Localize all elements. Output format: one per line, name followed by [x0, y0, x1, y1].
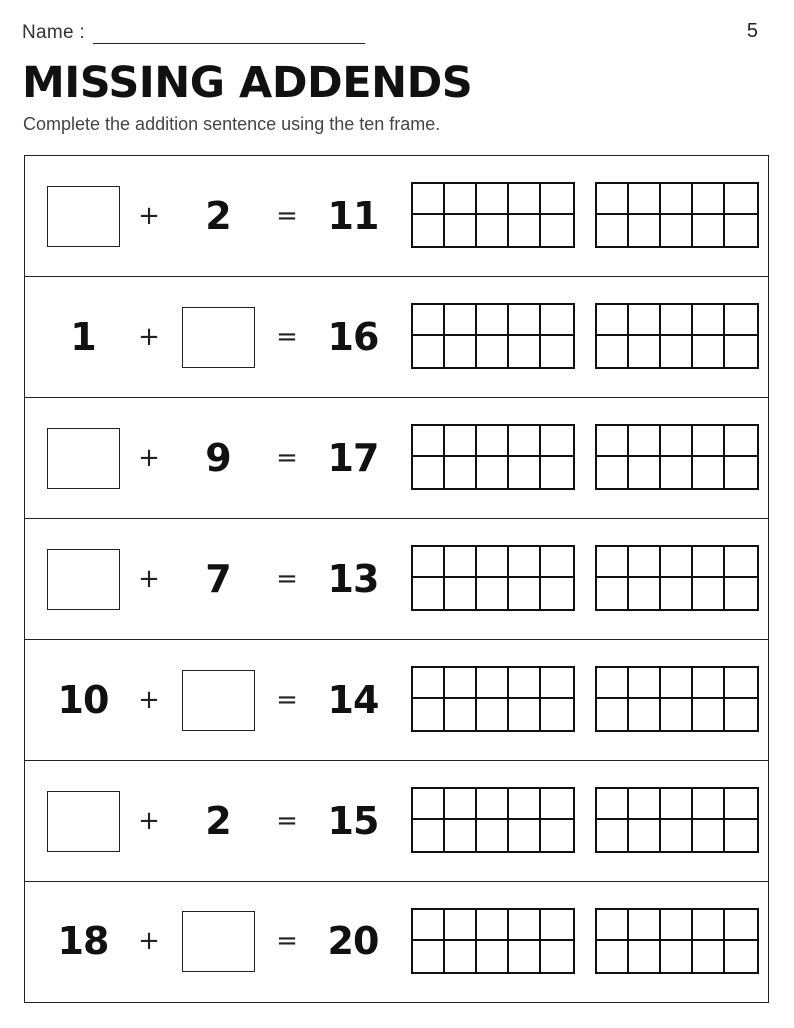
ten-frame-cell[interactable]: [661, 910, 693, 941]
ten-frame-cell[interactable]: [413, 941, 445, 972]
ten-frame-cell[interactable]: [445, 910, 477, 941]
ten-frame: [411, 303, 575, 369]
problem-row: [25, 398, 768, 519]
sum: 16: [327, 315, 379, 359]
equals-sign-slot: [269, 277, 305, 397]
ten-frame-cell[interactable]: [509, 820, 541, 851]
addend-a-slot: [33, 882, 133, 1000]
ten-frame-cell[interactable]: [445, 668, 477, 699]
ten-frame-cell[interactable]: [661, 820, 693, 851]
ten-frame-cell[interactable]: [509, 941, 541, 972]
ten-frame-cell[interactable]: [413, 699, 445, 730]
ten-frame-cell[interactable]: [693, 578, 725, 609]
ten-frame-cell[interactable]: [629, 336, 661, 367]
ten-frame-cell[interactable]: [725, 820, 757, 851]
ten-frame-cell[interactable]: [629, 426, 661, 457]
plus-sign-slot: [131, 882, 167, 1000]
ten-frame-cell[interactable]: [597, 547, 629, 578]
ten-frame: [595, 303, 759, 369]
equals-sign-slot: [269, 519, 305, 639]
ten-frame-cell[interactable]: [445, 578, 477, 609]
ten-frame-cell[interactable]: [597, 336, 629, 367]
sum-slot: [310, 882, 396, 1000]
problem-row: [25, 156, 768, 277]
ten-frame-cell[interactable]: [413, 305, 445, 336]
ten-frame-cell[interactable]: [541, 578, 573, 609]
ten-frame: [411, 424, 575, 490]
sum: 20: [327, 919, 379, 963]
plus-sign: +: [138, 443, 160, 473]
answer-box[interactable]: [47, 186, 120, 247]
ten-frame-cell[interactable]: [693, 941, 725, 972]
ten-frame-cell[interactable]: [725, 699, 757, 730]
ten-frame-cell[interactable]: [413, 789, 445, 820]
equals-sign-slot: [269, 882, 305, 1000]
answer-box[interactable]: [182, 670, 255, 731]
ten-frame: [595, 424, 759, 490]
problem-row: [25, 519, 768, 640]
ten-frame-cell[interactable]: [597, 426, 629, 457]
ten-frame-cell[interactable]: [445, 305, 477, 336]
ten-frame-cell[interactable]: [477, 910, 509, 941]
answer-box[interactable]: [182, 307, 255, 368]
answer-box[interactable]: [47, 791, 120, 852]
ten-frame-cell[interactable]: [693, 668, 725, 699]
ten-frame-cell[interactable]: [725, 305, 757, 336]
plus-sign: +: [138, 201, 160, 231]
sum: 11: [327, 194, 379, 238]
plus-sign-slot: [131, 761, 167, 881]
ten-frame-cell[interactable]: [693, 820, 725, 851]
ten-frame-cell[interactable]: [693, 457, 725, 488]
addend-b-slot: [173, 277, 263, 397]
ten-frame-cell[interactable]: [509, 789, 541, 820]
ten-frame-cell[interactable]: [661, 547, 693, 578]
ten-frame-cell[interactable]: [597, 184, 629, 215]
ten-frame-cell[interactable]: [725, 426, 757, 457]
addend-a: 18: [57, 919, 109, 963]
ten-frame-cell[interactable]: [477, 668, 509, 699]
ten-frame-cell[interactable]: [693, 184, 725, 215]
ten-frame-cell[interactable]: [661, 578, 693, 609]
plus-sign: +: [138, 685, 160, 715]
ten-frame-cell[interactable]: [597, 215, 629, 246]
ten-frame-cell[interactable]: [445, 457, 477, 488]
ten-frame: [595, 545, 759, 611]
ten-frame-cell[interactable]: [629, 578, 661, 609]
ten-frame-cell[interactable]: [597, 668, 629, 699]
ten-frame-cell[interactable]: [541, 547, 573, 578]
sum: 15: [327, 799, 379, 843]
ten-frame-cell[interactable]: [541, 699, 573, 730]
ten-frame-cell[interactable]: [477, 305, 509, 336]
addend-b-slot: [173, 761, 263, 881]
ten-frame: [411, 182, 575, 248]
sum-slot: [310, 640, 396, 760]
ten-frame-cell[interactable]: [541, 457, 573, 488]
ten-frame-cell[interactable]: [541, 336, 573, 367]
ten-frame-cell[interactable]: [477, 426, 509, 457]
ten-frame-cell[interactable]: [693, 910, 725, 941]
ten-frame-cell[interactable]: [693, 699, 725, 730]
ten-frame-cell[interactable]: [661, 305, 693, 336]
ten-frame-cell[interactable]: [445, 547, 477, 578]
ten-frame-cell[interactable]: [541, 305, 573, 336]
addend-a-slot: [33, 640, 133, 760]
ten-frame-cell[interactable]: [597, 789, 629, 820]
addend-a-slot: [33, 519, 133, 639]
ten-frame-cell[interactable]: [693, 547, 725, 578]
ten-frame-cell[interactable]: [725, 789, 757, 820]
plus-sign-slot: [131, 640, 167, 760]
addend-a-slot: [33, 277, 133, 397]
ten-frame-cell[interactable]: [629, 789, 661, 820]
ten-frame-cell[interactable]: [597, 305, 629, 336]
plus-sign-slot: [131, 156, 167, 276]
ten-frame-cell[interactable]: [629, 457, 661, 488]
addend-a: 1: [70, 315, 96, 359]
worksheet-title: MISSING ADDENDS: [22, 58, 473, 108]
ten-frame-cell[interactable]: [597, 457, 629, 488]
ten-frame-cell[interactable]: [477, 789, 509, 820]
ten-frame-cell[interactable]: [413, 578, 445, 609]
equals-sign-slot: [269, 156, 305, 276]
sum: 13: [327, 557, 379, 601]
worksheet-instructions: Complete the addition sentence using the ten frame.: [23, 114, 441, 134]
equals-sign: =: [276, 926, 298, 956]
sum-slot: [310, 519, 396, 639]
ten-frame-cell[interactable]: [661, 699, 693, 730]
ten-frame-cell[interactable]: [445, 184, 477, 215]
ten-frame-cell[interactable]: [509, 215, 541, 246]
ten-frame-cell[interactable]: [629, 184, 661, 215]
ten-frame-cell[interactable]: [445, 426, 477, 457]
ten-frame: [411, 908, 575, 974]
addend-a: 10: [57, 678, 109, 722]
ten-frame-cell[interactable]: [413, 457, 445, 488]
ten-frame-cell[interactable]: [541, 426, 573, 457]
addend-a-slot: [33, 761, 133, 881]
ten-frame-cell[interactable]: [725, 457, 757, 488]
ten-frame-cell[interactable]: [477, 215, 509, 246]
ten-frame-cell[interactable]: [477, 457, 509, 488]
ten-frame-cell[interactable]: [477, 336, 509, 367]
equals-sign-slot: [269, 398, 305, 518]
sum-slot: [310, 277, 396, 397]
ten-frame-cell[interactable]: [413, 547, 445, 578]
ten-frame-cell[interactable]: [693, 789, 725, 820]
plus-sign-slot: [131, 277, 167, 397]
ten-frame-cell[interactable]: [509, 547, 541, 578]
ten-frame-cell[interactable]: [477, 820, 509, 851]
plus-sign: +: [138, 564, 160, 594]
ten-frame-cell[interactable]: [725, 910, 757, 941]
ten-frame-cell[interactable]: [629, 910, 661, 941]
problem-row: [25, 761, 768, 882]
ten-frame-cell[interactable]: [693, 426, 725, 457]
addend-a-slot: [33, 398, 133, 518]
ten-frame-cell[interactable]: [629, 547, 661, 578]
ten-frame-cell[interactable]: [509, 578, 541, 609]
ten-frame-cell[interactable]: [725, 184, 757, 215]
ten-frame-cell[interactable]: [725, 547, 757, 578]
ten-frame-cell[interactable]: [509, 910, 541, 941]
ten-frame-cell[interactable]: [629, 941, 661, 972]
ten-frame: [595, 182, 759, 248]
ten-frame-cell[interactable]: [597, 820, 629, 851]
addend-b-slot: [173, 640, 263, 760]
problem-row: [25, 640, 768, 761]
ten-frame: [595, 666, 759, 732]
ten-frame-cell[interactable]: [629, 820, 661, 851]
addend-b: 9: [205, 436, 231, 480]
addend-b: 2: [205, 194, 231, 238]
sum: 14: [327, 678, 379, 722]
ten-frame-cell[interactable]: [445, 215, 477, 246]
ten-frame-cell[interactable]: [445, 336, 477, 367]
ten-frame-cell[interactable]: [445, 699, 477, 730]
ten-frame: [411, 787, 575, 853]
sum: 17: [327, 436, 379, 480]
ten-frame-cell[interactable]: [445, 820, 477, 851]
addend-b-slot: [173, 882, 263, 1000]
ten-frame-cell[interactable]: [725, 668, 757, 699]
plus-sign-slot: [131, 519, 167, 639]
equals-sign: =: [276, 564, 298, 594]
ten-frame-cell[interactable]: [413, 820, 445, 851]
equals-sign: =: [276, 322, 298, 352]
equals-sign: =: [276, 201, 298, 231]
ten-frame-cell[interactable]: [477, 699, 509, 730]
addend-a-slot: [33, 156, 133, 276]
ten-frame-cell[interactable]: [597, 910, 629, 941]
equals-sign-slot: [269, 640, 305, 760]
equals-sign: =: [276, 443, 298, 473]
ten-frame-cell[interactable]: [509, 457, 541, 488]
ten-frame-cell[interactable]: [541, 668, 573, 699]
ten-frame-cell[interactable]: [445, 941, 477, 972]
ten-frame-cell[interactable]: [509, 184, 541, 215]
problem-row: [25, 277, 768, 398]
ten-frame-cell[interactable]: [509, 336, 541, 367]
ten-frame-cell[interactable]: [413, 668, 445, 699]
equals-sign: =: [276, 806, 298, 836]
ten-frame-cell[interactable]: [661, 336, 693, 367]
ten-frame-cell[interactable]: [629, 305, 661, 336]
ten-frame-cell[interactable]: [725, 941, 757, 972]
plus-sign: +: [138, 926, 160, 956]
sum-slot: [310, 761, 396, 881]
equals-sign-slot: [269, 761, 305, 881]
ten-frame-cell[interactable]: [541, 941, 573, 972]
ten-frame-cell[interactable]: [629, 668, 661, 699]
ten-frame-cell[interactable]: [661, 941, 693, 972]
plus-sign: +: [138, 806, 160, 836]
ten-frame-cell[interactable]: [509, 426, 541, 457]
plus-sign: +: [138, 322, 160, 352]
ten-frame-cell[interactable]: [725, 336, 757, 367]
ten-frame: [595, 787, 759, 853]
ten-frame-cell[interactable]: [725, 215, 757, 246]
ten-frame: [595, 908, 759, 974]
ten-frame-cell[interactable]: [725, 578, 757, 609]
ten-frame-cell[interactable]: [477, 941, 509, 972]
addend-b-slot: [173, 519, 263, 639]
ten-frame: [411, 545, 575, 611]
page-number: 5: [746, 20, 758, 42]
ten-frame-cell[interactable]: [597, 941, 629, 972]
ten-frame-cell[interactable]: [541, 910, 573, 941]
sum-slot: [310, 156, 396, 276]
plus-sign-slot: [131, 398, 167, 518]
ten-frame-cell[interactable]: [509, 305, 541, 336]
ten-frame-cell[interactable]: [629, 699, 661, 730]
ten-frame-cell[interactable]: [661, 668, 693, 699]
ten-frame-cell[interactable]: [445, 789, 477, 820]
addend-b-slot: [173, 398, 263, 518]
problem-table: [24, 155, 769, 1003]
ten-frame-cell[interactable]: [477, 547, 509, 578]
ten-frame-cell[interactable]: [477, 184, 509, 215]
ten-frame-cell[interactable]: [661, 184, 693, 215]
name-row: [22, 22, 365, 44]
ten-frame-cell[interactable]: [541, 789, 573, 820]
problem-row: [25, 882, 768, 1000]
ten-frame-cell[interactable]: [413, 910, 445, 941]
addend-b: 7: [205, 557, 231, 601]
ten-frame-cell[interactable]: [541, 820, 573, 851]
equals-sign: =: [276, 685, 298, 715]
answer-box[interactable]: [47, 549, 120, 610]
addend-b-slot: [173, 156, 263, 276]
ten-frame-cell[interactable]: [661, 457, 693, 488]
ten-frame-cell[interactable]: [541, 184, 573, 215]
ten-frame-cell[interactable]: [541, 215, 573, 246]
ten-frame-cell[interactable]: [661, 789, 693, 820]
ten-frame-cell[interactable]: [597, 578, 629, 609]
ten-frame-cell[interactable]: [413, 215, 445, 246]
ten-frame-cell[interactable]: [661, 215, 693, 246]
ten-frame-cell[interactable]: [413, 184, 445, 215]
addend-b: 2: [205, 799, 231, 843]
ten-frame-cell[interactable]: [597, 699, 629, 730]
ten-frame-cell[interactable]: [693, 305, 725, 336]
ten-frame-cell[interactable]: [509, 668, 541, 699]
answer-box[interactable]: [47, 428, 120, 489]
ten-frame-cell[interactable]: [509, 699, 541, 730]
ten-frame-cell[interactable]: [477, 578, 509, 609]
ten-frame-cell[interactable]: [661, 426, 693, 457]
name-label: Name :: [22, 22, 86, 43]
sum-slot: [310, 398, 396, 518]
name-line[interactable]: [93, 23, 365, 44]
ten-frame-cell[interactable]: [693, 215, 725, 246]
ten-frame-cell[interactable]: [413, 336, 445, 367]
ten-frame: [411, 666, 575, 732]
ten-frame-cell[interactable]: [629, 215, 661, 246]
ten-frame-cell[interactable]: [413, 426, 445, 457]
ten-frame-cell[interactable]: [693, 336, 725, 367]
answer-box[interactable]: [182, 911, 255, 972]
